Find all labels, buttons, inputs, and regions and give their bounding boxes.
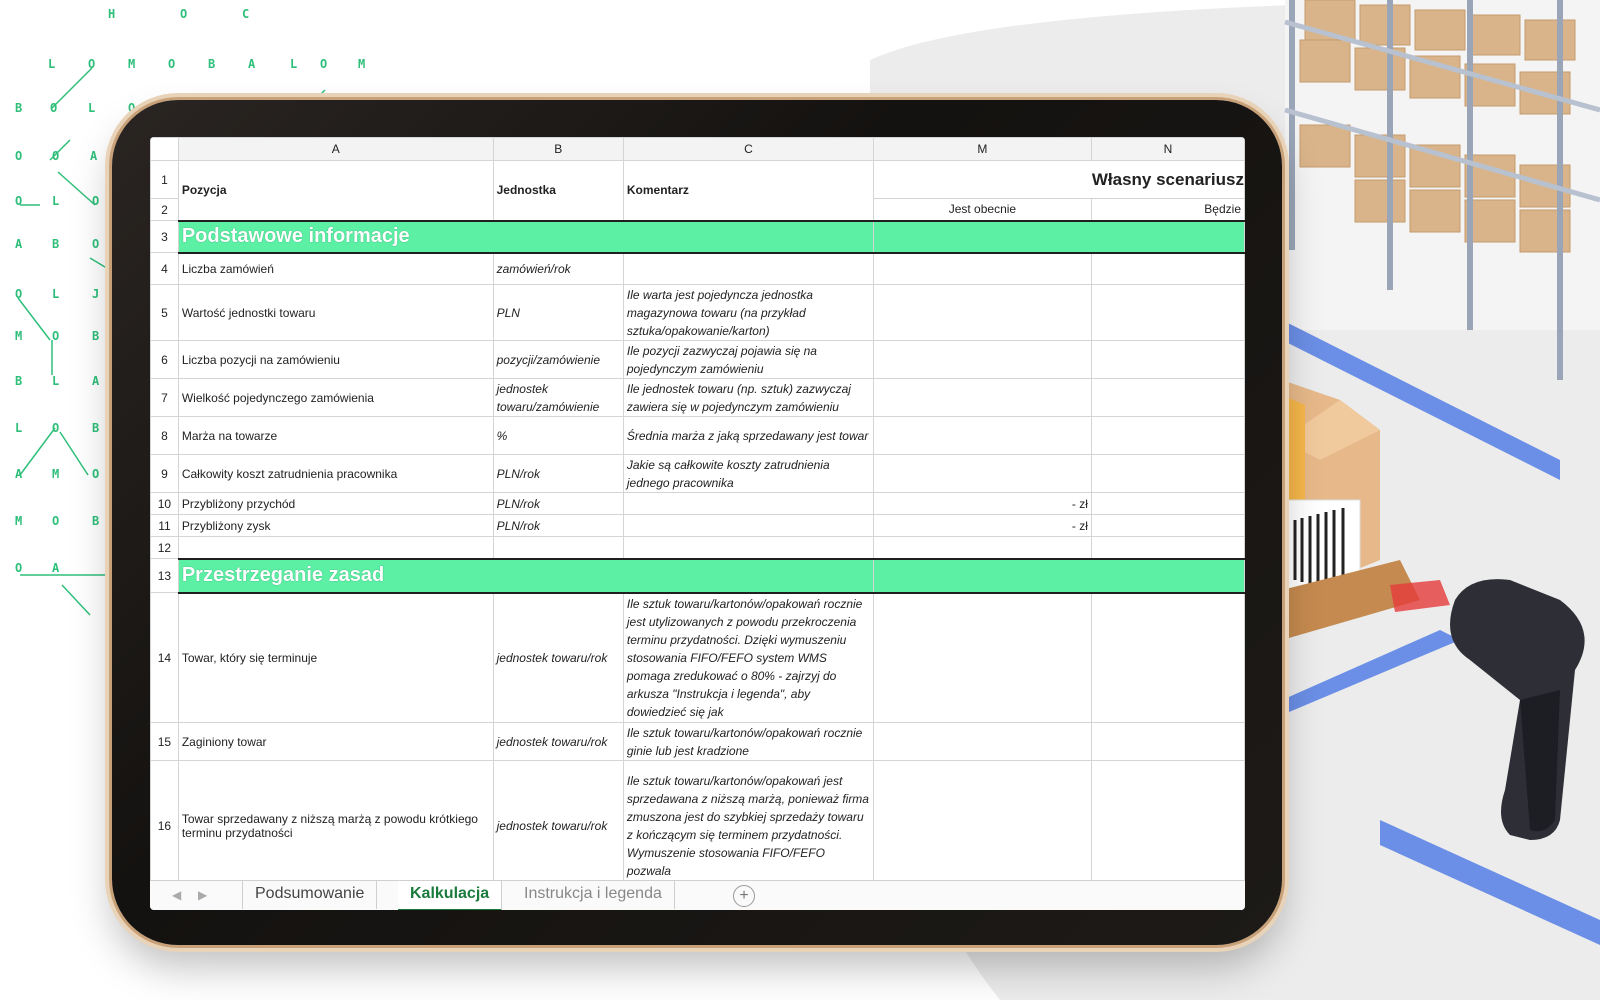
column-header-b[interactable]: B — [493, 138, 623, 161]
decor-letter: A — [15, 467, 23, 481]
cell-jednostka[interactable]: pozycji/zamówienie — [493, 341, 623, 379]
table-row — [151, 593, 1245, 723]
cell-bedzie[interactable] — [1091, 341, 1244, 379]
row-header[interactable]: 16 — [151, 761, 179, 881]
table-row — [151, 723, 1245, 761]
header-jednostka[interactable]: Jednostka — [493, 161, 623, 221]
decor-letter: L — [15, 421, 23, 435]
column-header-m[interactable]: M — [873, 138, 1091, 161]
decor-letter: O — [15, 287, 23, 301]
decor-letter: M — [128, 57, 136, 71]
cell-jest-obecnie[interactable]: - zł — [873, 493, 1091, 515]
tab-podsumowanie[interactable]: Podsumowanie — [242, 881, 377, 909]
decor-letter: B — [92, 329, 100, 343]
decor-letter: O — [128, 101, 136, 115]
tab-scroll-right-icon[interactable]: ▶ — [198, 888, 208, 902]
decor-letter: B — [92, 514, 100, 528]
cell-komentarz[interactable] — [623, 515, 873, 537]
row-header[interactable]: 6 — [151, 341, 179, 379]
tab-instrukcja-i-legenda[interactable]: Instrukcja i legenda — [512, 881, 675, 909]
cell-komentarz[interactable] — [623, 253, 873, 285]
decor-letter: L — [88, 101, 96, 115]
cell-jednostka[interactable]: jednostek towaru/rok — [493, 723, 623, 761]
decor-letter: J — [92, 287, 100, 301]
decor-letter: O — [320, 57, 328, 71]
cell-bedzie[interactable] — [1091, 593, 1244, 723]
row-header[interactable]: 10 — [151, 493, 179, 515]
decor-letter: O — [52, 421, 60, 435]
spreadsheet-grid — [150, 137, 1245, 880]
cell-jednostka[interactable]: PLN/rok — [493, 493, 623, 515]
decor-letter: C — [242, 7, 250, 21]
decor-letter: O — [168, 57, 176, 71]
cell-bedzie[interactable] — [1091, 253, 1244, 285]
header-scenario: Własny scenariusz — [1091, 169, 1244, 189]
decor-letter: B — [15, 374, 23, 388]
decor-letter: O — [15, 149, 23, 163]
decor-letter: O — [52, 329, 60, 343]
cell-pozycja[interactable]: Całkowity koszt zatrudnienia pracownika — [178, 455, 493, 493]
decor-letter: L — [290, 57, 298, 71]
decor-letter: A — [92, 374, 100, 388]
table-row — [151, 379, 1245, 417]
cell-komentarz[interactable]: Jakie są całkowite koszty zatrudnienia jednego pracownika — [623, 455, 873, 493]
column-header-c[interactable]: C — [623, 138, 873, 161]
section-basic-info[interactable]: Podstawowe informacje — [178, 221, 873, 253]
row-header[interactable]: 3 — [151, 221, 179, 253]
empty-cell[interactable] — [178, 537, 493, 559]
cell-jednostka[interactable]: jednostek towaru/rok — [493, 761, 623, 881]
column-header-n[interactable]: N — [1091, 138, 1244, 161]
row-header[interactable]: 14 — [151, 593, 179, 723]
cell-jest-obecnie[interactable] — [873, 723, 1091, 761]
cell-bedzie[interactable] — [1091, 761, 1244, 881]
cell-jednostka[interactable]: jednostek towaru/rok — [493, 593, 623, 723]
header-komentarz[interactable]: Komentarz — [623, 161, 873, 221]
decor-letter: M — [15, 514, 23, 528]
decor-letter: O — [52, 149, 60, 163]
cell-pozycja[interactable]: Wartość jednostki towaru — [178, 285, 493, 341]
cell-komentarz[interactable]: Średnia marża z jaką sprzedawany jest towar — [623, 417, 873, 455]
cell-pozycja[interactable]: Liczba zamówień — [178, 253, 493, 285]
cell-jest-obecnie[interactable] — [873, 285, 1091, 341]
column-header-a[interactable]: A — [178, 138, 493, 161]
cell-komentarz[interactable]: Ile sztuk towaru/kartonów/opakowań jest sprzedawana z niższą marżą, ponieważ firma zmuszona jest do szybkiej sprzedaży towaru z kończącym się terminem przydatności. Wymuszenie stosowania FIFO/FEFO pozwala — [623, 761, 873, 881]
cell-pozycja[interactable]: Zaginiony towar — [178, 723, 493, 761]
decor-letter: O — [92, 194, 100, 208]
row-header[interactable]: 2 — [151, 199, 179, 221]
cell-bedzie[interactable] — [1091, 285, 1244, 341]
empty-cell[interactable] — [1091, 537, 1244, 559]
cell-jednostka[interactable]: PLN/rok — [493, 515, 623, 537]
decor-letter: B — [92, 421, 100, 435]
add-sheet-icon[interactable]: + — [733, 885, 755, 907]
decor-letter: L — [48, 57, 56, 71]
cell-jednostka[interactable]: zamówień/rok — [493, 253, 623, 285]
table-row — [151, 285, 1245, 341]
row-header[interactable]: 9 — [151, 455, 179, 493]
cell-jednostka[interactable]: PLN — [493, 285, 623, 341]
cell-jest-obecnie[interactable] — [873, 455, 1091, 493]
cell-komentarz[interactable]: Ile jednostek towaru (np. sztuk) zazwyczaj zawiera się w pojedynczym zamówieniu — [623, 379, 873, 417]
tab-kalkulacja[interactable]: Kalkulacja — [398, 881, 502, 910]
decor-letter: B — [15, 101, 23, 115]
decor-letter: M — [358, 57, 366, 71]
header-jest-obecnie[interactable]: Jest obecnie — [873, 199, 1091, 221]
section-basic-info-fill[interactable] — [873, 221, 1244, 253]
row-header[interactable]: 8 — [151, 417, 179, 455]
decor-letter: B — [52, 237, 60, 251]
cell-jednostka[interactable]: jednostek towaru/zamówienie — [493, 379, 623, 417]
cell-komentarz[interactable]: Ile pozycji zazwyczaj pojawia się na pojedynczym zamówieniu — [623, 341, 873, 379]
table-row — [151, 515, 1245, 537]
cell-jest-obecnie[interactable] — [873, 761, 1091, 881]
row-header[interactable]: 12 — [151, 537, 179, 559]
row-header[interactable]: 11 — [151, 515, 179, 537]
table-row — [151, 455, 1245, 493]
decor-letter: O — [92, 237, 100, 251]
cell-komentarz[interactable]: Ile warta jest pojedyncza jednostka magazynowa towaru (na przykład sztuka/opakowanie/karton) — [623, 285, 873, 341]
cell-jednostka[interactable]: % — [493, 417, 623, 455]
decor-letter: A — [90, 149, 98, 163]
decor-letter: A — [248, 57, 256, 71]
decor-letter: O — [88, 57, 96, 71]
cell-pozycja[interactable]: Przybliżony zysk — [178, 515, 493, 537]
cell-komentarz[interactable]: Ile sztuk towaru/kartonów/opakowań rocznie ginie lub jest kradzione — [623, 723, 873, 761]
table-row — [151, 493, 1245, 515]
cell-pozycja[interactable]: Towar, który się terminuje — [178, 593, 493, 723]
cell-pozycja[interactable]: Przybliżony przychód — [178, 493, 493, 515]
empty-cell[interactable] — [493, 537, 623, 559]
cell-pozycja[interactable]: Wielkość pojedynczego zamówienia — [178, 379, 493, 417]
sheet-table — [150, 137, 1245, 880]
decor-letter: A — [15, 237, 23, 251]
cell-bedzie[interactable] — [1091, 379, 1244, 417]
cell-jest-obecnie[interactable] — [873, 593, 1091, 723]
cell-jest-obecnie[interactable] — [873, 417, 1091, 455]
decor-letter: O — [50, 101, 58, 115]
decor-letter: A — [52, 561, 60, 575]
cell-jest-obecnie[interactable] — [873, 379, 1091, 417]
row-header[interactable]: 13 — [151, 559, 179, 593]
cell-bedzie[interactable] — [1091, 417, 1244, 455]
decor-letter: B — [208, 57, 216, 71]
row-header[interactable]: 7 — [151, 379, 179, 417]
empty-cell[interactable] — [623, 537, 873, 559]
decor-letter: O — [92, 467, 100, 481]
tab-scroll-left-icon[interactable]: ◀ — [172, 888, 182, 902]
decor-letter: L — [52, 374, 60, 388]
cell-bedzie[interactable] — [1091, 515, 1244, 537]
table-row — [151, 253, 1245, 285]
header-pozycja[interactable]: Pozycja — [178, 161, 493, 221]
spreadsheet-screen — [150, 137, 1245, 910]
decor-letter: O — [52, 514, 60, 528]
row-header[interactable]: 1 — [151, 161, 179, 199]
table-row — [151, 417, 1245, 455]
decor-letter: M — [52, 467, 60, 481]
cell-pozycja[interactable]: Liczba pozycji na zamówieniu — [178, 341, 493, 379]
empty-cell[interactable] — [873, 537, 1091, 559]
header-scenario-cell[interactable] — [873, 161, 1244, 199]
cell-jednostka[interactable]: PLN/rok — [493, 455, 623, 493]
row-header[interactable]: 4 — [151, 253, 179, 285]
cell-bedzie[interactable] — [1091, 493, 1244, 515]
cell-bedzie[interactable] — [1091, 723, 1244, 761]
cell-komentarz[interactable]: Ile sztuk towaru/kartonów/opakowań rocznie jest utylizowanych z powodu przekroczenia terminu przydatności. Dzięki wymuszeniu stosowania FIFO/FEFO system WMS pomaga zredukować o 80% - zajrzyj do arkusza "Instrukcja i legenda", aby dowiedzieć się jak — [623, 593, 873, 723]
table-row — [151, 761, 1245, 881]
decor-letter: O — [15, 194, 23, 208]
row-header[interactable]: 15 — [151, 723, 179, 761]
section-rules[interactable]: Przestrzeganie zasad — [178, 559, 873, 593]
decor-letter: L — [52, 194, 60, 208]
decor-letter: O — [180, 7, 188, 21]
header-bedzie[interactable]: Będzie — [1091, 199, 1244, 221]
section-rules-fill[interactable] — [873, 559, 1244, 593]
decor-letter: H — [108, 7, 116, 21]
cell-komentarz[interactable] — [623, 493, 873, 515]
sheet-tab-bar — [150, 880, 1245, 910]
decor-letter: M — [15, 329, 23, 343]
cell-jest-obecnie[interactable] — [873, 341, 1091, 379]
cell-pozycja[interactable]: Towar sprzedawany z niższą marżą z powodu krótkiego terminu przydatności — [178, 761, 493, 881]
row-header[interactable]: 5 — [151, 285, 179, 341]
cell-jest-obecnie[interactable]: - zł — [873, 515, 1091, 537]
cell-jest-obecnie[interactable] — [873, 253, 1091, 285]
cell-bedzie[interactable] — [1091, 455, 1244, 493]
decor-letter: L — [52, 287, 60, 301]
decor-letter: O — [15, 561, 23, 575]
cell-pozycja[interactable]: Marża na towarze — [178, 417, 493, 455]
table-row — [151, 341, 1245, 379]
select-all-corner[interactable] — [151, 138, 179, 161]
